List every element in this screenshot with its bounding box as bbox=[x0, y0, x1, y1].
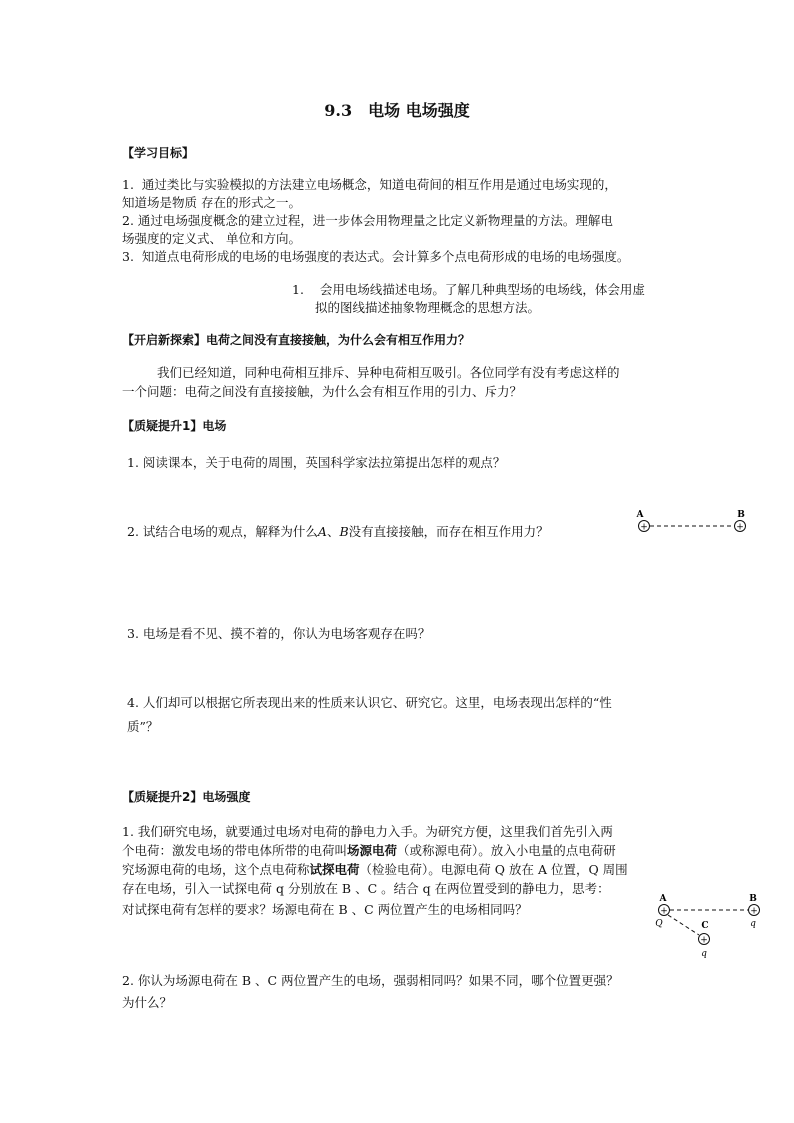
explore-question: 电荷之间没有直接接触，为什么会有相互作用力？ bbox=[206, 333, 471, 347]
test-charge-b-label: q bbox=[750, 919, 756, 929]
part2-paragraph-1-line5: 对试探电荷有怎样的要求？场源电荷在 B 、C 两位置产生的电场相同吗？ bbox=[122, 902, 528, 917]
charge-b-label: B bbox=[339, 524, 349, 539]
objective-item-4-cont: 拟的图线描述抽象物理概念的思想方法。 bbox=[315, 300, 541, 315]
part2-paragraph-1-line3 bbox=[122, 861, 628, 879]
charge-a-sign: + bbox=[660, 906, 668, 917]
part1-question-3: 3. 电场是看不见、摸不着的，你认为电场客观存在吗？ bbox=[127, 626, 431, 641]
part1-question-2 bbox=[127, 523, 549, 541]
objective-item-4 bbox=[292, 281, 645, 299]
paragraph-text: （或称源电荷）。放入小电量的点电荷研 bbox=[397, 843, 616, 858]
part2-paragraph-1: 1. 我们研究电场，就要通过电场对电荷的静电力入手。为研究方便，这里我们首先引入两 bbox=[122, 824, 613, 839]
paragraph-text: 究场源电荷的电场，这个点电荷称 bbox=[122, 862, 310, 877]
objective-item-3 bbox=[122, 248, 629, 266]
page-title: 9.3 电场 电场强度 bbox=[324, 101, 470, 120]
diagram-abc-charges bbox=[645, 890, 770, 960]
source-charge-label: Q bbox=[655, 919, 663, 929]
objective-item-2 bbox=[122, 212, 613, 230]
part1-question-4: 4. 人们却可以根据它所表现出来的性质来认识它、研究它。这里，电场表现出怎样的“性 bbox=[127, 695, 612, 710]
part1-heading: 【质疑提升1】电场 bbox=[122, 419, 227, 433]
question-text: 没有直接接触，而存在相互作用力？ bbox=[348, 524, 549, 539]
label-c: C bbox=[701, 921, 709, 931]
label-a: A bbox=[636, 510, 644, 520]
paragraph-text: 个电荷：激发电场的带电体所带的电荷叫 bbox=[122, 843, 348, 858]
objective-text: 通过电场强度概念的建立过程，进一步体会用物理量之比定义新物理量的方法。理解电 bbox=[137, 213, 613, 228]
objective-num: 1. bbox=[122, 177, 134, 192]
charge-b-sign: + bbox=[750, 906, 758, 917]
label-b: B bbox=[749, 894, 757, 904]
part2-question-2-cont: 为什么？ bbox=[122, 995, 173, 1010]
charge-a-sign: + bbox=[640, 522, 648, 533]
objective-item-1-cont: 知道场是物质 存在的形式之一。 bbox=[122, 195, 301, 210]
objective-text: 通过类比与实验模拟的方法建立电场概念，知道电荷间的相互作用是通过电场实现的， bbox=[141, 177, 617, 192]
part1-question-1: 1. 阅读课本，关于电荷的周围，英国科学家法拉第提出怎样的观点？ bbox=[127, 455, 506, 470]
explore-heading-line bbox=[122, 331, 470, 348]
term-source-charge: 场源电荷 bbox=[347, 843, 398, 858]
objective-num: 2. bbox=[122, 213, 134, 228]
objectives-heading: 【学习目标】 bbox=[122, 146, 195, 160]
charge-c-sign: + bbox=[700, 935, 708, 946]
part2-heading: 【质疑提升2】电场强度 bbox=[122, 790, 251, 804]
explore-heading: 【开启新探索】 bbox=[122, 333, 207, 347]
test-charge-c-label: q bbox=[701, 949, 707, 959]
objective-num: 1. bbox=[292, 282, 304, 297]
diagram-ab-charges bbox=[630, 505, 760, 541]
objective-text: 会用电场线描述电场。了解几种典型场的电场线，体会用虚 bbox=[319, 282, 645, 297]
separator: 、 bbox=[326, 524, 340, 539]
dashed-connector-ac bbox=[668, 915, 699, 935]
part2-paragraph-1-line4: 存在电场，引入一试探电荷 q 分别放在 B 、C 。结合 q 在两位置受到的静电力，思考： bbox=[122, 881, 610, 896]
objective-num: 3. bbox=[122, 249, 134, 264]
paragraph-text: （检验电荷）。电源电荷 Q 放在 A 位置，Q 周围 bbox=[359, 862, 628, 877]
objective-text: 知道点电荷形成的电场的电场强度的表达式。会计算多个点电荷形成的电场的电场强度。 bbox=[141, 249, 630, 264]
objective-item-2-cont: 场强度的定义式、 单位和方向。 bbox=[122, 231, 301, 246]
part2-question-2: 2. 你认为场源电荷在 B 、C 两位置产生的电场，强弱相同吗？如果不同，哪个位置更强？ bbox=[122, 973, 619, 988]
explore-paragraph-cont: 一个问题：电荷之间没有直接接触，为什么会有相互作用的引力、斥力？ bbox=[122, 384, 523, 399]
question-text: 2. 试结合电场的观点，解释为什么 bbox=[127, 524, 318, 539]
part2-paragraph-1-line2 bbox=[122, 842, 616, 860]
label-a: A bbox=[659, 894, 667, 904]
term-test-charge: 试探电荷 bbox=[309, 862, 360, 877]
objective-item-1 bbox=[122, 176, 617, 194]
explore-paragraph: 我们已经知道，同种电荷相互排斥、异种电荷相互吸引。各位同学有没有考虑这样的 bbox=[157, 365, 620, 380]
part1-question-4-cont: 质”？ bbox=[127, 719, 159, 734]
charge-b-sign: + bbox=[736, 522, 744, 533]
charge-a-label: A bbox=[317, 524, 327, 539]
label-b: B bbox=[737, 510, 745, 520]
